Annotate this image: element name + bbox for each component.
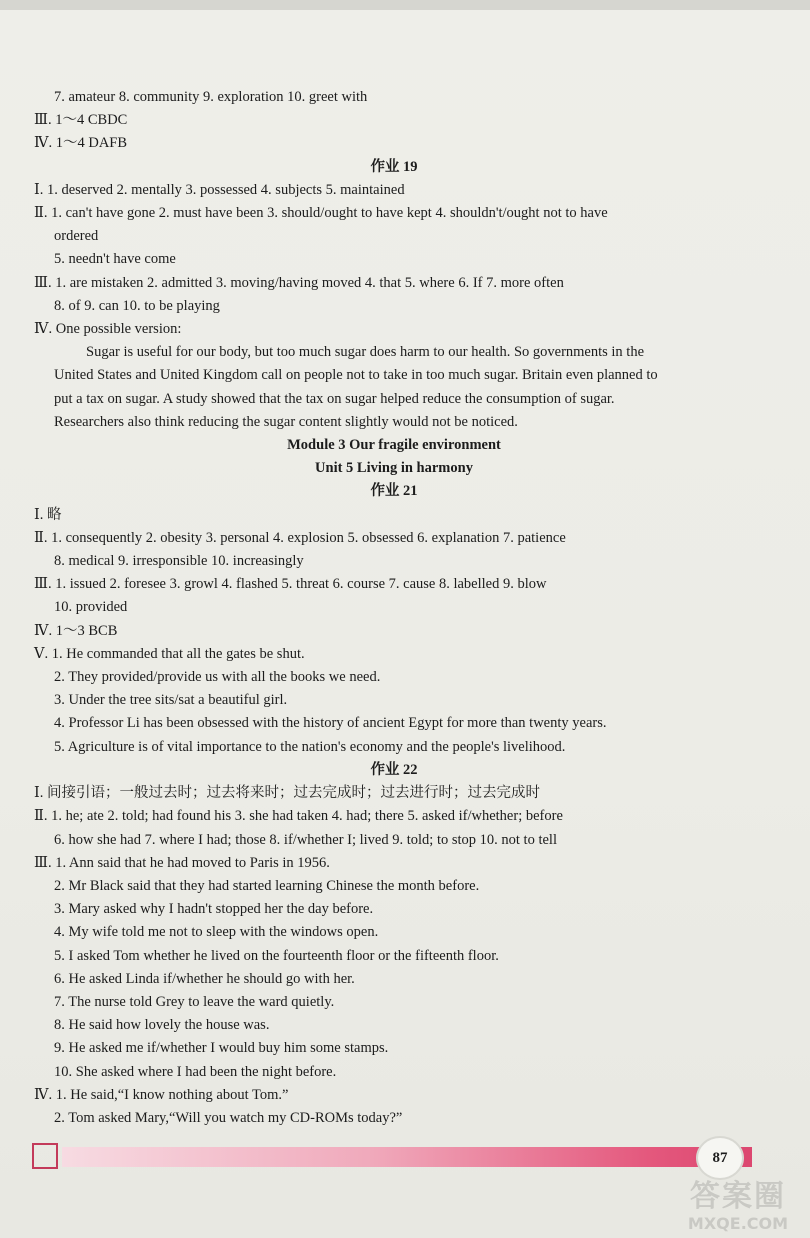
answer-line: Ⅰ. 略 (34, 506, 62, 523)
watermark (668, 1180, 808, 1234)
answer-line: Ⅲ. 1. Ann said that he had moved to Paris in 1956. (34, 854, 330, 871)
answer-line: Researchers also think reducing the sugar content slightly would not be noticed. (54, 413, 518, 430)
answer-line: 10. provided (54, 599, 128, 616)
answer-line: Ⅴ. 1. He commanded that all the gates be shut. (34, 645, 305, 662)
answer-line: 4. Professor Li has been obsessed with the history of ancient Egypt for more than twenty years. (54, 715, 607, 732)
answer-line: ordered (54, 228, 99, 245)
answer-line: United States and United Kingdom call on people not to take in too much sugar. Britain even planned to (54, 367, 658, 384)
footer-square (32, 1143, 58, 1169)
answer-line: put a tax on sugar. A study showed that the tax on sugar helped reduce the consumption of sugar. (54, 390, 615, 407)
answer-line: Ⅰ. 间接引语；一般过去时；过去将来时；过去完成时；过去进行时；过去完成时 (34, 785, 540, 802)
answer-content (34, 86, 754, 1130)
answer-line: Ⅱ. 1. consequently 2. obesity 3. personal 4. explosion 5. obsessed 6. explanation 7. patience (34, 529, 566, 546)
answer-line: Ⅰ. 1. deserved 2. mentally 3. possessed 4. subjects 5. maintained (34, 181, 405, 198)
answer-line: Ⅳ. 1～3 BCB (34, 622, 118, 639)
answer-line: 5. I asked Tom whether he lived on the fourteenth floor or the fifteenth floor. (54, 947, 499, 964)
answer-line: Sugar is useful for our body, but too much sugar does harm to our health. So governments in the (86, 344, 645, 361)
answer-line: 10. She asked where I had been the night before. (54, 1063, 337, 1080)
section-heading: Module 3 Our fragile environment (287, 437, 501, 454)
answer-line: 8. medical 9. irresponsible 10. increasingly (54, 553, 304, 570)
answer-line: 7. amateur 8. community 9. exploration 10. greet with (54, 89, 368, 105)
section-heading: Unit 5 Living in harmony (315, 460, 473, 477)
answer-line: Ⅳ. 1. He said,“I know nothing about Tom.” (34, 1086, 289, 1103)
answer-line: Ⅲ. 1. issued 2. foresee 3. growl 4. flashed 5. threat 6. course 7. cause 8. labelled 9. blow (34, 576, 547, 593)
answer-line: 9. He asked me if/whether I would buy him some stamps. (54, 1040, 389, 1057)
answer-line: Ⅱ. 1. can't have gone 2. must have been 3. should/ought to have kept 4. shouldn't/ought not to have (34, 205, 608, 222)
section-heading: 作业 22 (370, 761, 418, 778)
answer-line: 8. He said how lovely the house was. (54, 1017, 270, 1034)
answer-line: 2. They provided/provide us with all the books we need. (54, 669, 381, 686)
answer-line: Ⅳ. One possible version: (34, 321, 182, 338)
answer-line: 2. Tom asked Mary,“Will you watch my CD-ROMs today?” (54, 1109, 403, 1126)
answer-line: Ⅲ. 1. are mistaken 2. admitted 3. moving/having moved 4. that 5. where 6. If 7. more often (34, 274, 564, 291)
answer-line: Ⅱ. 1. he; ate 2. told; had found his 3. she had taken 4. had; there 5. asked if/whether; before (34, 808, 563, 825)
answer-line: 2. Mr Black said that they had started learning Chinese the month before. (54, 877, 480, 894)
answer-line: Ⅲ. 1～4 CBDC (34, 112, 128, 129)
answer-line: 6. how she had 7. where I had; those 8. if/whether I; lived 9. told; to stop 10. not to tell (54, 831, 557, 848)
section-heading: 作业 19 (370, 158, 418, 175)
answer-line: 8. of 9. can 10. to be playing (54, 297, 220, 314)
watermark-url: MXQE.COM (687, 1214, 789, 1233)
watermark-logo-text: 答案圈 (690, 1179, 786, 1214)
answer-line: 3. Mary asked why I hadn't stopped her the day before. (54, 901, 374, 918)
answer-line: 5. needn't have come (54, 251, 176, 268)
section-heading: 作业 21 (370, 483, 418, 500)
scan-edge (0, 0, 810, 10)
answer-line: 7. The nurse told Grey to leave the ward quietly. (54, 993, 335, 1010)
answer-line: 3. Under the tree sits/sat a beautiful girl. (54, 692, 288, 709)
answer-line: 4. My wife told me not to sleep with the windows open. (54, 924, 379, 941)
footer-gradient-bar (62, 1147, 752, 1167)
answer-line: 6. He asked Linda if/whether he should go with her. (54, 970, 355, 987)
answer-line: Ⅳ. 1～4 DAFB (34, 135, 128, 152)
answer-line: 5. Agriculture is of vital importance to the nation's economy and the people's livelihood. (54, 738, 566, 755)
page-number: 87 (696, 1136, 744, 1180)
